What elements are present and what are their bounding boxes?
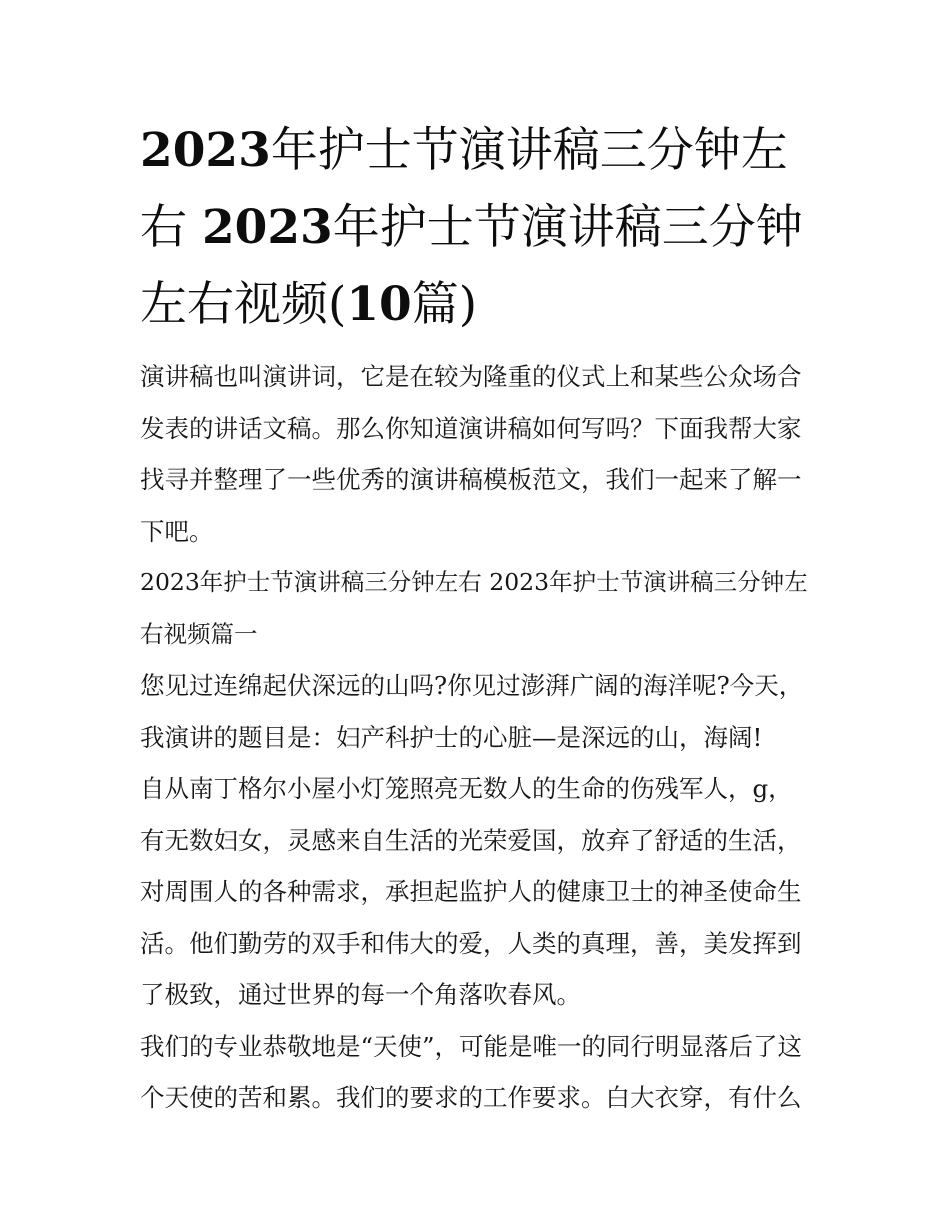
section-heading: 2023年护士节演讲稿三分钟左右 2023年护士节演讲稿三分钟左右视频篇一	[140, 568, 808, 648]
body-paragraph: 您见过连绵起伏深远的山吗?你见过澎湃广阔的海洋呢?今天，我演讲的题目是：妇产科护士的心脏—是深远的山，海阔!	[140, 671, 804, 752]
intro-paragraph: 演讲稿也叫演讲词，它是在较为隆重的仪式上和某些公众场合发表的讲话文稿。那么你知道演讲稿如何写吗？下面我帮大家找寻并整理了一些优秀的演讲稿模板范文，我们一起来了解一下吧。	[140, 362, 802, 546]
body-paragraph: 我们的专业恭敬地是“天使”，可能是唯一的同行明显落后了这个天使的苦和累。我们的要求的工作要求。白大衣穿，有什么	[140, 1031, 803, 1112]
body-paragraph: 自从南丁格尔小屋小灯笼照亮无数人的生命的伤残军人，g，有无数妇女，灵感来自生活的光荣爱国，放弃了舒适的生活，对周围人的各种需求，承担起监护人的健康卫士的神圣使命生活。他们勤劳的双手和伟大的爱，人类的真理，善，美发挥到了极致，通过世界的每一个角落吹春风。	[140, 774, 802, 1009]
document-content	[140, 112, 812, 1124]
document-title: 2023年护士节演讲稿三分钟左右 2023年护士节演讲稿三分钟左右视频(10篇)	[140, 123, 803, 332]
